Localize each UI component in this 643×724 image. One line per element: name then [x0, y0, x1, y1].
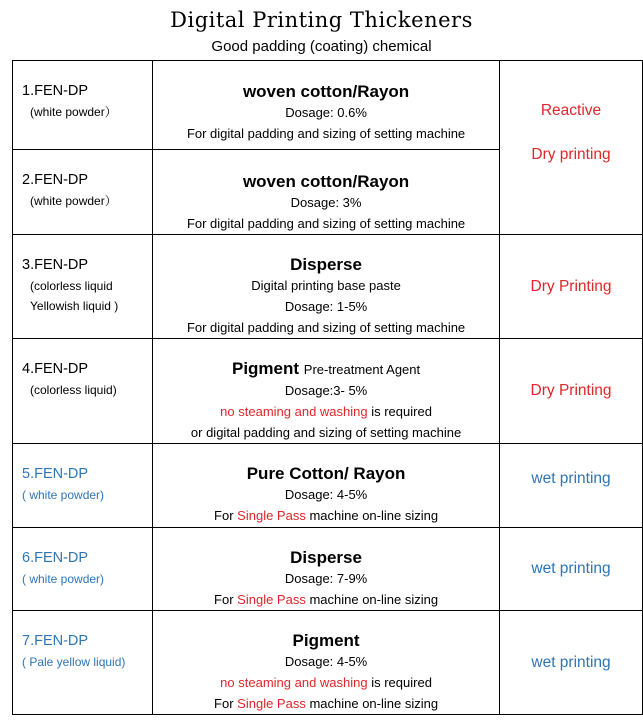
process-note	[153, 672, 499, 693]
table-row	[13, 444, 643, 528]
fabric-heading: woven cotton/Rayon	[242, 82, 410, 101]
page-title: Digital Printing Thickeners	[170, 8, 473, 32]
table-row	[13, 611, 643, 715]
table-row	[13, 235, 643, 339]
usage-note: For digital padding and sizing of setting machine	[186, 320, 466, 335]
printing-type-cell	[500, 444, 643, 528]
product-form: Yellowish liquid )	[30, 299, 119, 313]
product-code: 6.FEN-DP	[22, 550, 89, 566]
fabric-heading: Pigment	[292, 631, 360, 650]
product-cell	[13, 444, 153, 528]
product-code: 4.FEN-DP	[22, 361, 89, 377]
printing-type: Dry Printing	[530, 382, 612, 399]
fabric-heading-sub: Pre-treatment Agent	[303, 362, 421, 377]
usage-note-pre: For	[214, 696, 238, 711]
usage-note: For digital padding and sizing of setting machine	[186, 126, 466, 141]
fabric-heading-main: Pigment	[231, 359, 300, 378]
printing-type-cell	[500, 611, 643, 715]
dosage-text: Dosage:3- 5%	[284, 383, 368, 398]
product-table	[12, 60, 643, 715]
table-row	[13, 339, 643, 444]
printing-type: wet printing	[531, 653, 611, 671]
product-code: 3.FEN-DP	[22, 257, 89, 273]
usage-note-post: machine on-line sizing	[305, 696, 439, 711]
process-note-tail: is required	[367, 675, 432, 690]
spec-cell	[153, 150, 500, 235]
printing-type: wet printing	[531, 560, 611, 577]
product-form: ( Pale yellow liquid)	[22, 655, 126, 669]
dosage-text: Dosage: 7-9%	[284, 571, 368, 586]
dosage-text: Dosage: 4-5%	[284, 654, 368, 669]
usage-note-post: machine on-line sizing	[305, 592, 439, 607]
spec-cell	[153, 339, 500, 444]
product-code: 5.FEN-DP	[22, 466, 89, 482]
usage-note-pre: For	[214, 508, 238, 523]
dosage-text: Dosage: 4-5%	[284, 487, 368, 502]
printing-type-cell	[500, 235, 643, 339]
spec-cell	[153, 611, 500, 715]
dosage-text: Dosage: 0.6%	[285, 105, 367, 120]
product-code: 2.FEN-DP	[22, 172, 89, 188]
product-form: ( white powder)	[22, 488, 105, 502]
product-description: Digital printing base paste	[251, 278, 401, 293]
printing-type: Dry Printing	[530, 277, 612, 295]
usage-note-pre: For	[214, 592, 238, 607]
fabric-heading: Disperse	[290, 548, 362, 567]
table-row	[13, 61, 643, 150]
product-cell	[13, 235, 153, 339]
printing-type: wet printing	[531, 469, 611, 487]
usage-note	[153, 505, 499, 526]
printing-type-line1: Reactive	[540, 102, 602, 119]
product-cell	[13, 611, 153, 715]
usage-note	[153, 589, 499, 610]
usage-note-highlight: Single Pass	[237, 592, 306, 607]
process-note-highlight: no steaming and washing	[220, 404, 368, 419]
usage-note: For digital padding and sizing of setting machine	[186, 216, 466, 231]
fabric-heading	[153, 359, 499, 380]
printing-type-line2: Dry printing	[531, 146, 611, 163]
process-note-highlight: no steaming and washing	[220, 675, 368, 690]
fabric-heading: Pure Cotton/ Rayon	[246, 464, 406, 483]
product-code: 7.FEN-DP	[22, 633, 89, 649]
dosage-text: Dosage: 1-5%	[284, 299, 368, 314]
printing-type-cell	[500, 339, 643, 444]
usage-note: or digital padding and sizing of setting machine	[190, 425, 462, 440]
usage-note-post: machine on-line sizing	[305, 508, 439, 523]
product-cell	[13, 150, 153, 235]
dosage-text: Dosage: 3%	[290, 195, 362, 210]
spec-cell	[153, 61, 500, 150]
process-note	[153, 401, 499, 422]
product-cell	[13, 528, 153, 611]
product-cell	[13, 61, 153, 150]
usage-note	[153, 693, 499, 714]
process-note-tail: is required	[367, 404, 432, 419]
product-form: (white powder）	[30, 105, 117, 119]
table-row	[13, 528, 643, 611]
printing-type-cell	[500, 61, 643, 235]
spec-cell	[153, 528, 500, 611]
printing-type-cell	[500, 528, 643, 611]
spec-cell	[153, 235, 500, 339]
product-code: 1.FEN-DP	[22, 83, 89, 99]
product-form: (colorless liquid)	[30, 383, 117, 397]
spec-cell	[153, 444, 500, 528]
fabric-heading: woven cotton/Rayon	[242, 172, 410, 191]
fabric-heading: Disperse	[290, 255, 362, 274]
usage-note-highlight: Single Pass	[237, 696, 306, 711]
product-cell	[13, 339, 153, 444]
product-form: (colorless liquid	[30, 279, 113, 293]
page-subtitle: Good padding (coating) chemical	[211, 38, 432, 55]
product-form: (white powder）	[30, 194, 117, 208]
usage-note-highlight: Single Pass	[237, 508, 306, 523]
product-form: ( white powder)	[22, 572, 105, 586]
